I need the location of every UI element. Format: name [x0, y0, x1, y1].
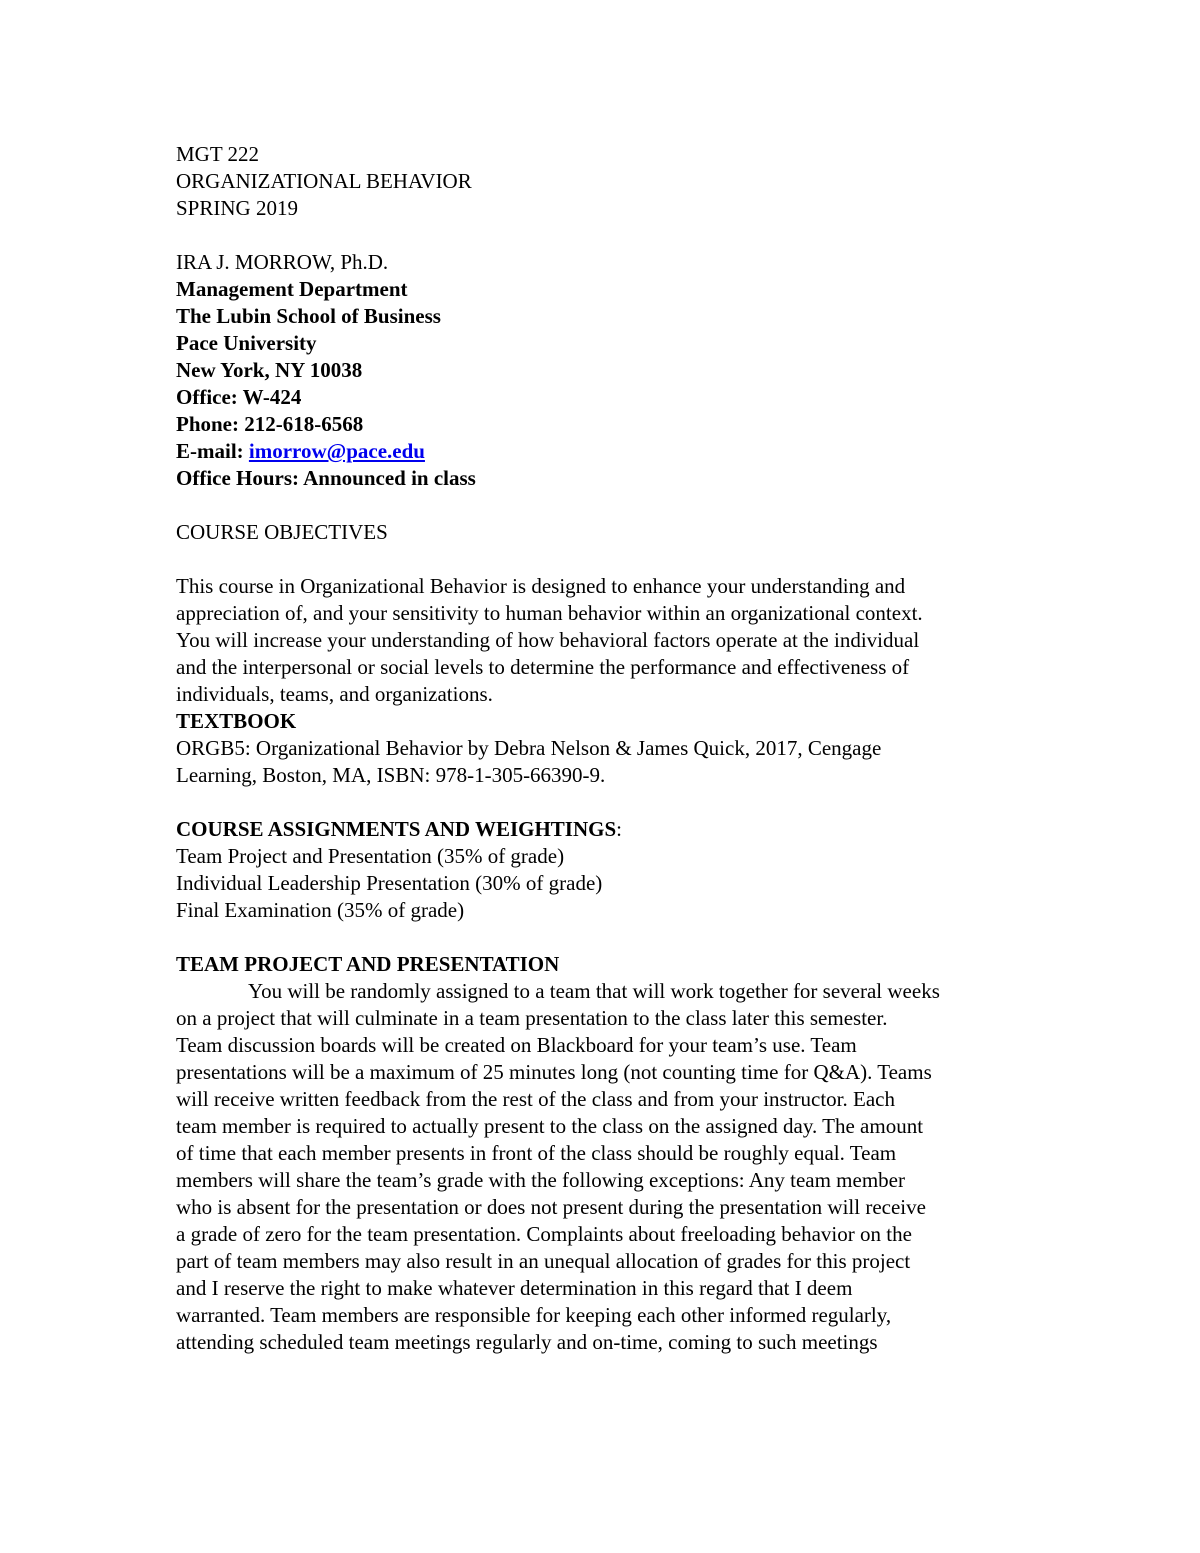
- email-link[interactable]: imorrow@pace.edu: [248, 439, 425, 463]
- textbook-line: Learning, Boston, MA, ISBN: 978-1-305-66390-9.: [176, 763, 606, 787]
- spacer: [176, 492, 1076, 519]
- team-project-line: of time that each member presents in front of the class should be roughly equal. Team: [176, 1141, 897, 1165]
- team-project-line: and I reserve the right to make whatever determination in this regard that I deem: [176, 1276, 853, 1300]
- team-project-line: part of team members may also result in an unequal allocation of grades for this project: [176, 1249, 911, 1273]
- instructor-phone: Phone: 212-618-6568: [176, 412, 364, 436]
- team-project-line: warranted. Team members are responsible for keeping each other informed regularly,: [176, 1303, 892, 1327]
- objectives-paragraph: [176, 573, 1076, 708]
- course-title: ORGANIZATIONAL BEHAVIOR: [176, 169, 472, 193]
- course-code: MGT 222: [176, 142, 260, 166]
- email-label: E-mail:: [176, 439, 244, 463]
- objectives-line: individuals, teams, and organizations.: [176, 682, 493, 706]
- assignments-heading-line: [176, 816, 1076, 843]
- assignments-section: [176, 816, 1076, 924]
- objectives-line: and the interpersonal or social levels to determine the performance and effectiveness of: [176, 655, 910, 679]
- team-project-paragraph: [176, 978, 1076, 1356]
- spacer: [176, 924, 1076, 951]
- assignments-heading-suffix: :: [616, 817, 622, 841]
- instructor-block: [176, 249, 1076, 492]
- textbook-heading: TEXTBOOK: [176, 709, 297, 733]
- assignment-item: Final Examination (35% of grade): [176, 898, 465, 922]
- course-term: SPRING 2019: [176, 196, 298, 220]
- instructor-office-hours: Office Hours: Announced in class: [176, 466, 476, 490]
- syllabus-page: [176, 141, 1076, 1356]
- objectives-line: This course in Organizational Behavior is designed to enhance your understanding and: [176, 574, 906, 598]
- team-project-line: who is absent for the presentation or does not present during the presentation will receive: [176, 1195, 926, 1219]
- team-project-line: a grade of zero for the team presentation. Complaints about freeloading behavior on the: [176, 1222, 912, 1246]
- team-project-line: Team discussion boards will be created on Blackboard for your team’s use. Team: [176, 1033, 857, 1057]
- spacer: [176, 546, 1076, 573]
- objectives-section: [176, 519, 1076, 708]
- spacer: [176, 222, 1076, 249]
- assignments-heading: COURSE ASSIGNMENTS AND WEIGHTINGS: [176, 817, 617, 841]
- team-project-line: team member is required to actually present to the class on the assigned day. The amount: [176, 1114, 924, 1138]
- instructor-office: Office: W-424: [176, 385, 302, 409]
- team-project-line: presentations will be a maximum of 25 minutes long (not counting time for Q&A). Teams: [176, 1060, 932, 1084]
- team-project-line: on a project that will culminate in a team presentation to the class later this semester.: [176, 1006, 888, 1030]
- instructor-university: Pace University: [176, 331, 317, 355]
- team-project-section: [176, 951, 1076, 1356]
- objectives-line: appreciation of, and your sensitivity to human behavior within an organizational context.: [176, 601, 923, 625]
- textbook-line: ORGB5: Organizational Behavior by Debra Nelson & James Quick, 2017, Cengage: [176, 736, 882, 760]
- assignment-item: Individual Leadership Presentation (30% of grade): [176, 871, 603, 895]
- team-project-line: attending scheduled team meetings regularly and on-time, coming to such meetings: [176, 1330, 878, 1354]
- instructor-email-line: [176, 438, 1076, 465]
- instructor-name: IRA J. MORROW, Ph.D.: [176, 250, 389, 274]
- spacer: [176, 789, 1076, 816]
- assignment-item: Team Project and Presentation (35% of grade): [176, 844, 565, 868]
- team-project-heading: TEAM PROJECT AND PRESENTATION: [176, 952, 560, 976]
- instructor-school: The Lubin School of Business: [176, 304, 441, 328]
- course-header: [176, 141, 1076, 222]
- objectives-heading: COURSE OBJECTIVES: [176, 520, 388, 544]
- objectives-line: You will increase your understanding of how behavioral factors operate at the individual: [176, 628, 920, 652]
- textbook-section: [176, 708, 1076, 789]
- team-project-line: You will be randomly assigned to a team that will work together for several weeks: [248, 979, 940, 1003]
- team-project-line: will receive written feedback from the rest of the class and from your instructor. Each: [176, 1087, 895, 1111]
- instructor-city: New York, NY 10038: [176, 358, 363, 382]
- instructor-department: Management Department: [176, 277, 408, 301]
- team-project-line: members will share the team’s grade with the following exceptions: Any team member: [176, 1168, 905, 1192]
